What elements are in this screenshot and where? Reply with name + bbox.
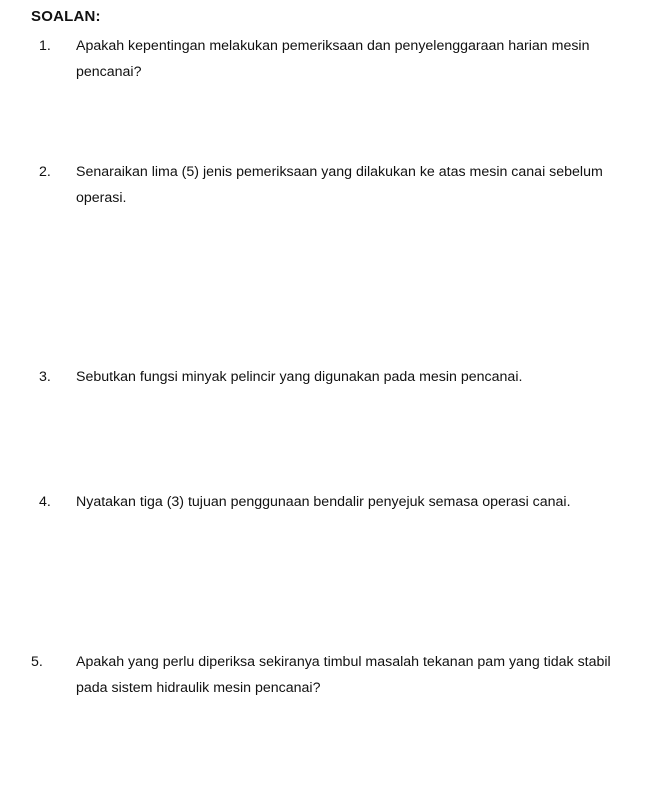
- question-5-number: 5.: [31, 654, 43, 670]
- question-2-text: Senaraikan lima (5) jenis pemeriksaan yang dilakukan ke atas mesin canai sebelum operasi.: [76, 164, 603, 206]
- question-5-text: Apakah yang perlu diperiksa sekiranya timbul masalah tekanan pam yang tidak stabil pada sistem hidraulik mesin pencanai?: [76, 654, 611, 696]
- question-1-text: Apakah kepentingan melakukan pemeriksaan dan penyelenggaraan harian mesin pencanai?: [76, 38, 590, 80]
- question-3-text: Sebutkan fungsi minyak pelincir yang digunakan pada mesin pencanai.: [76, 369, 523, 385]
- question-4-number: 4.: [39, 494, 51, 510]
- question-3-number: 3.: [39, 369, 51, 385]
- page-heading: SOALAN:: [31, 8, 101, 25]
- question-4-text: Nyatakan tiga (3) tujuan penggunaan bendalir penyejuk semasa operasi canai.: [76, 494, 571, 510]
- question-1-number: 1.: [39, 38, 51, 54]
- question-2-number: 2.: [39, 164, 51, 180]
